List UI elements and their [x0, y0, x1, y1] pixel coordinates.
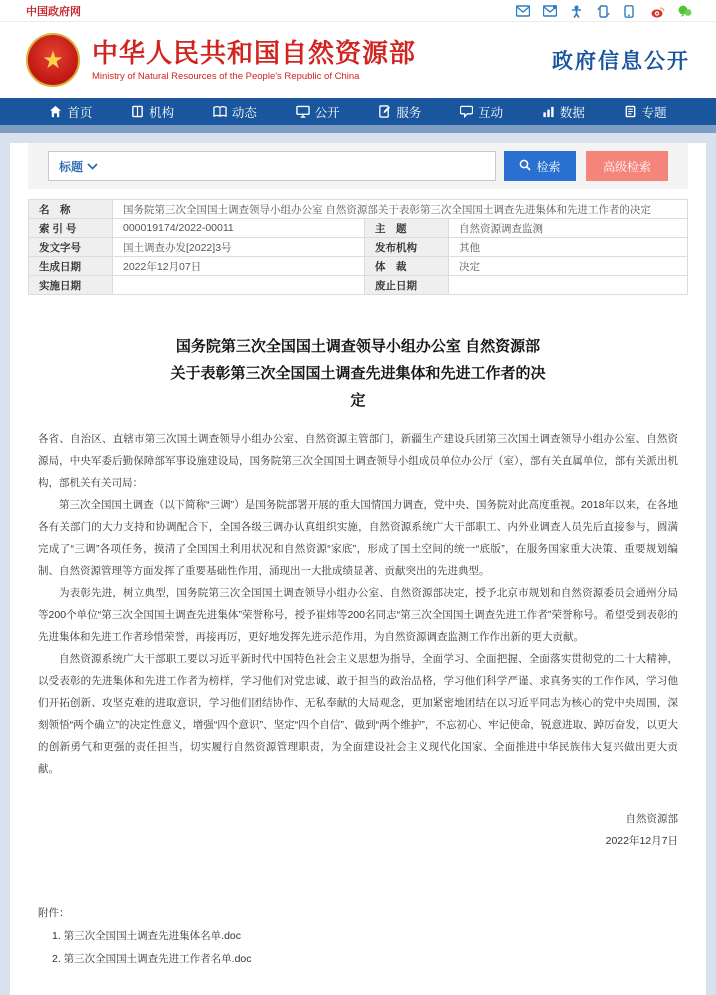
paragraph-awards: 为表彰先进，树立典型，国务院第三次全国国土调查领导小组办公室、自然资源部决定，授予北京市规划和自然资源委员会通州分局等200个单位“第三次全国国土调查先进集体”荣誉称号，授予崔炜等200名同志“第三次全国国土调查先进工作者”荣誉称号。希望受到表彰的先进集体和先进工作者珍惜荣誉，再接再厉，更好地发挥先进示范作用，为自然资源调查监测工作作出新的更大贡献。: [38, 587, 678, 643]
meta-label-issuer: 发布机构: [365, 238, 449, 257]
topbar-icon-group: [516, 5, 692, 17]
document-metadata-table: [28, 199, 688, 295]
table-row: [29, 257, 688, 276]
document-title-line2: 关于表彰第三次全国国土调查先进集体和先进工作者的决定: [170, 365, 546, 409]
meta-label-name: 名 称: [29, 200, 113, 219]
mobile-client-icon[interactable]: [597, 5, 611, 17]
table-row: [29, 219, 688, 238]
primary-nav: [0, 98, 716, 125]
nav-item-service[interactable]: 服务: [378, 103, 421, 121]
meta-value-issuer: 其他: [449, 238, 688, 257]
nav-item-home[interactable]: 首页: [49, 103, 92, 121]
table-row: [29, 238, 688, 257]
ministry-title-cn: 中华人民共和国自然资源部: [92, 37, 417, 68]
document-title: [167, 333, 549, 414]
meta-value-genre: 决定: [449, 257, 688, 276]
service-icon: [378, 105, 391, 118]
nav-item-data[interactable]: 数据: [542, 103, 585, 121]
meta-label-index: 索 引 号: [29, 219, 113, 238]
search-panel: [28, 143, 688, 189]
search-field-selector[interactable]: 标题: [59, 158, 98, 175]
chevron-down-icon: [87, 159, 98, 173]
meta-label-subject: 主 题: [365, 219, 449, 238]
topic-icon: [624, 105, 637, 118]
org-icon: [131, 105, 144, 118]
site-masthead: [0, 22, 716, 98]
nav-item-disclosure[interactable]: 公开: [296, 103, 340, 121]
news-icon: [213, 105, 227, 118]
weibo-icon[interactable]: [651, 5, 665, 17]
paragraph-background: 第三次全国国土调查（以下简称“三调”）是国务院部署开展的重大国情国力调查，党中央、国务院对此高度重视。2018年以来，在各地各有关部门的大力支持和协调配合下，全国各级三调办认真组织实施，自然资源系统广大干部职工、内外业调查人员先后直接参与，圆满完成了“三调”各项任务，摸清了全国国土利用状况和自然资源“家底”，形成了国土空间的统一“底版”，在服务国家重大决策、重要规划编制、自然资源管理等方面发挥了重要基础性作用，涌现出一大批成绩显著、贡献突出的先进典型。: [38, 499, 678, 577]
meta-value-created: 2022年12月07日: [113, 257, 365, 276]
home-icon: [49, 105, 62, 118]
accessibility-icon[interactable]: [570, 5, 584, 17]
meta-value-effective: [113, 276, 365, 295]
search-bar: [48, 151, 668, 181]
email-icon[interactable]: [543, 5, 557, 17]
table-row: [29, 276, 688, 295]
national-emblem-icon: ★: [26, 33, 80, 87]
mail-icon[interactable]: [516, 5, 530, 17]
document-title-line1: 国务院第三次全国国土调查领导小组办公室 自然资源部: [175, 338, 541, 355]
wechat-icon[interactable]: [678, 5, 692, 17]
nav-item-interaction[interactable]: 互动: [460, 103, 503, 121]
meta-value-subject: 自然资源调查监测: [449, 219, 688, 238]
attachments-block: [38, 902, 678, 971]
signature-block: [38, 808, 678, 852]
data-icon: [542, 105, 555, 118]
attachments-label: 附件：: [38, 907, 70, 919]
document-body: [38, 428, 678, 780]
top-utility-bar: [0, 0, 716, 22]
search-button[interactable]: 检索: [504, 151, 576, 181]
nav-item-topics[interactable]: 专题: [624, 103, 667, 121]
meta-label-genre: 体 裁: [365, 257, 449, 276]
signature-date: 2022年12月7日: [605, 835, 678, 847]
paragraph-salutation: 各省、自治区、直辖市第三次国土调查领导小组办公室、自然资源主管部门，新疆生产建设兵团第三次国土调查领导小组办公室、自然资源局，中央军委后勤保障部军事设施建设局，国务院第三次全国国土调查领导小组成员单位办公厅（室），部有关直属单位，部有关派出机构，部机关有关司局：: [38, 433, 678, 489]
ministry-title-en: Ministry of Natural Resources of the People's Republic of China: [92, 70, 360, 82]
interaction-icon: [460, 105, 473, 118]
gov-info-disclosure-title: 政府信息公开: [552, 50, 690, 73]
content-area: [10, 143, 706, 995]
table-row: [29, 200, 688, 219]
phone-icon[interactable]: [624, 5, 638, 17]
gov-portal-link[interactable]: 中国政府网: [26, 5, 81, 18]
paragraph-call-to-action: 自然资源系统广大干部职工要以习近平新时代中国特色社会主义思想为指导，全面学习、全面把握、全面落实贯彻党的二十大精神，以受表彰的先进集体和先进工作者为榜样，学习他们对党忠诚、敢于担当的政治品格，学习他们科学严谨、求真务实的工作作风，学习他们开拓创新、攻坚克难的进取意识，学习他们团结协作、无私奉献的大局观念，更加紧密地团结在以习近平同志为核心的党中央周围，深刻领悟“两个确立”的决定性意义，增强“四个意识”、坚定“四个自信”、做到“两个维护”，不忘初心、牢记使命，锐意进取、踔厉奋发，以更大的创新勇气和更强的责任担当，切实履行自然资源管理职责，为全面建设社会主义现代化国家、全面推进中华民族伟大复兴做出更大贡献。: [38, 653, 678, 775]
site-brand[interactable]: [92, 39, 416, 82]
nav-item-org[interactable]: 机构: [131, 103, 174, 121]
meta-value-repeal: [449, 276, 688, 295]
disclosure-icon: [296, 105, 310, 118]
meta-value-name: 国务院第三次全国国土调查领导小组办公室 自然资源部关于表彰第三次全国国土调查先进集体和先进工作者的决定: [113, 200, 688, 219]
meta-value-index: 000019174/2022-00011: [113, 219, 365, 238]
search-box: [48, 151, 496, 181]
search-input[interactable]: [106, 154, 485, 178]
meta-label-repeal: 废止日期: [365, 276, 449, 295]
search-icon: [519, 159, 531, 174]
attachment-link-2[interactable]: 2. 第三次全国国土调查先进工作者名单.doc: [52, 953, 252, 965]
nav-item-news[interactable]: 动态: [213, 103, 257, 121]
meta-label-docnum: 发文字号: [29, 238, 113, 257]
meta-label-effective: 实施日期: [29, 276, 113, 295]
attachment-link-1[interactable]: 1. 第三次全国国土调查先进集体名单.doc: [52, 930, 242, 942]
signature-org: 自然资源部: [625, 813, 678, 825]
meta-label-created: 生成日期: [29, 257, 113, 276]
advanced-search-button[interactable]: 高级检索: [586, 151, 668, 181]
nav-accent-strip: [0, 125, 716, 133]
meta-value-docnum: 国土调查办发[2022]3号: [113, 238, 365, 257]
